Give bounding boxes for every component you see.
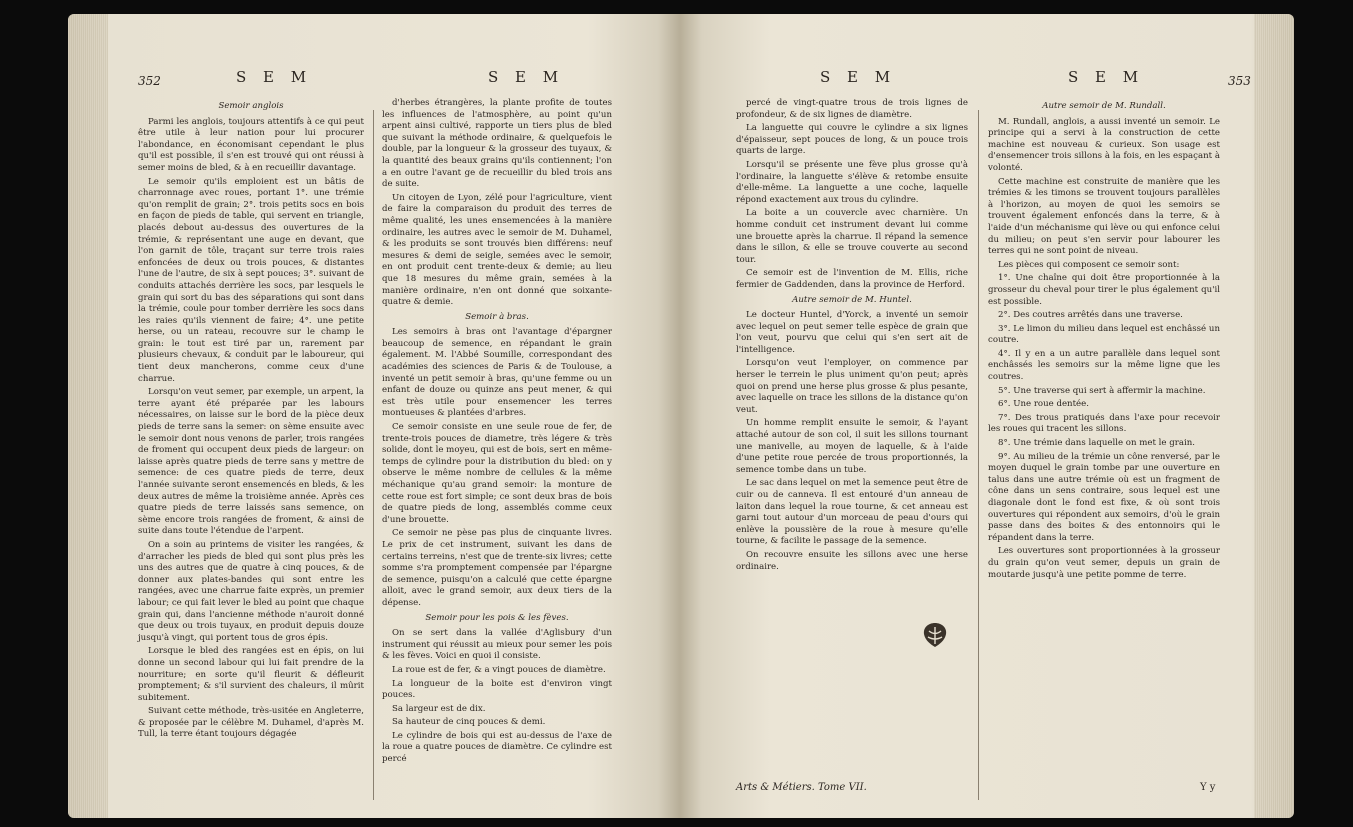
paragraph: 2°. Des coutres arrêtés dans une traverse. bbox=[998, 310, 1183, 321]
column-rule-right bbox=[978, 110, 979, 800]
paragraph: 4°. Il y en a un autre parallèle dans lequel sont enchâssés les semoirs sur la même ligne que les coutres. bbox=[988, 348, 1220, 383]
paragraph: On se sert dans la vallée d'Aglisbury d'un instrument qui réussit au mieux pour semer les pois & les fèves. Voici en quoi il consiste. bbox=[382, 628, 612, 662]
paragraph: Les ouvertures sont proportionnées à la grosseur du grain qu'on veut semer, depuis un grain de moutarde jusqu'à une petite pomme de terre. bbox=[988, 546, 1220, 580]
paragraph: 5°. Une traverse qui sert à affermir la machine. bbox=[998, 385, 1206, 396]
paragraph: 6°. Une roue dentée. bbox=[998, 399, 1089, 410]
running-header-left-1: S E M bbox=[236, 68, 313, 86]
paragraph: 9°. Au milieu de la trémie un cône renversé, par le moyen duquel le grain tombe par une ouverture en talus dans une autre trémie où est un fragment de cône dans un sens contraire, sous lequel est une diagonale dont le fond est fixe, & où sont trois ouvertures qui répondent aux semoirs, d'où le grain passe dans des boites & des entonnoirs qui le répandent dans la terre. bbox=[988, 451, 1220, 543]
column-rule-left bbox=[373, 110, 374, 800]
paragraph: La roue est de fer, & a vingt pouces de diamètre. bbox=[392, 664, 606, 675]
paragraph: Lorsqu'il se présente une fève plus grosse qu'à l'ordinaire, la languette s'élève & retombe ensuite d'elle-même. La languette a une coche, laquelle répond exactement aux trous du cylindre. bbox=[736, 159, 968, 205]
section-title: Autre semoir de M. Huntel. bbox=[792, 294, 912, 305]
paragraph: 8°. Une trémie dans laquelle on met le grain. bbox=[998, 438, 1195, 449]
paragraph: 7°. Des trous pratiqués dans l'axe pour recevoir les roues qui tracent les sillons. bbox=[988, 412, 1220, 435]
page-edge-right bbox=[1254, 14, 1294, 818]
paragraph: Le sac dans lequel on met la semence peut être de cuir ou de canneva. Il est entouré d'un anneau de laiton dans lequel la roue tourne, & cet anneau est garni tout autour d'un morceau de peau d'ours qui enlève la poussière de la roue à mesure qu'elle tourne, & facilite le passage de la semence. bbox=[736, 478, 968, 547]
paragraph: Les pièces qui composent ce semoir sont: bbox=[998, 259, 1180, 270]
paragraph: Ce semoir est de l'invention de M. Ellis, riche fermier de Gaddenden, dans la province de Herford. bbox=[736, 268, 968, 290]
running-header-right-2: S E M bbox=[1068, 68, 1145, 86]
left-page-column-2 bbox=[382, 98, 612, 768]
signature-mark: Y y bbox=[1200, 782, 1216, 793]
paragraph: Lorsque le bled des rangées est en épis, on lui donne un second labour qui lui fait prendre de la nourriture; en sorte qu'il fleurit & défleurit promptement; & s'il survient des chaleurs, il mûrit subitement. bbox=[138, 646, 364, 703]
paragraph: Lorsqu'on veut semer, par exemple, un arpent, la terre ayant été préparée par les labours nécessaires, on laisse sur le bord de la pièce deux pieds de terre sans la semer: on sème ensuite avec le semoir dont nous venons de parler, trois rangées de froment qui occupent deux pieds de largeur: on laisse après quatre pieds de terre sans y mettre de semence: de ces quatre pieds de terre, deux l'année suivante seront ensemencés en bleds, & les deux autres de même la troisième année. Après ces quatre pieds de terre laissés sans semence, on sème encore trois rangées de froment, & ainsi de suite dans toute l'étendue de l'arpent. bbox=[138, 387, 364, 537]
paragraph: Un citoyen de Lyon, zélé pour l'agriculture, vient de faire la comparaison du produit des terres de même qualité, les unes ensemencées à la manière ordinaire, les autres avec le semoir de M. Duhamel, & les produits se sont trouvés bien différens: neuf mesures & demi de seigle, semées avec le semoir, en ont produit cent trente-deux & demie; au lieu que 18 mesures du même grain, semées à la manière ordinaire, n'en ont donné que soixante-quatre & demie. bbox=[382, 192, 612, 308]
page-number-left: 352 bbox=[138, 74, 161, 88]
open-book bbox=[68, 14, 1294, 818]
paragraph: Un homme remplit ensuite le semoir, & l'ayant attaché autour de son col, il suit les sillons tournant une manivelle, au moyen de laquelle, & à l'aide d'une petite roue percée de trous proportionnés, la semence tombe dans un tube. bbox=[736, 418, 968, 475]
section-title: Autre semoir de M. Rundall. bbox=[1042, 101, 1166, 111]
right-page bbox=[680, 14, 1294, 818]
paragraph: On a soin au printems de visiter les rangées, & d'arracher les pieds de bled qui sont plus près les uns des autres que de quatre à cinq pouces, & de donner aux plates-bandes qui sont entre les rangées, avec une charrue faite exprès, un premier labour; ce qui fait lever le bled au point que chaque grain qui, dans l'ancienne méthode n'auroit donné que deux ou trois tuyaux, en produit depuis douze jusqu'à vingt, qui portent tous de gros épis. bbox=[138, 539, 364, 643]
running-header-right-1: S E M bbox=[820, 68, 897, 86]
paragraph: M. Rundall, anglois, a aussi inventé un semoir. Le principe qui a servi à la construction de cette machine est nouveau & curieux. Son usage est d'ensemencer trois sillons à la fois, en les espaçant à volonté. bbox=[988, 116, 1220, 173]
paragraph: Sa hauteur de cinq pouces & demi. bbox=[392, 717, 546, 728]
footer-title: Arts & Métiers. Tome VII. bbox=[736, 782, 867, 793]
paragraph: Cette machine est construite de manière que les trémies & les timons se trouvent toujours parallèles à l'horizon, au moyen de quoi les semoirs se trouvent également enfoncés dans la terre, & à l'aide d'un méchanisme qui lève ou qui enfonce celui du milieu; on peut s'en servir pour labourer les terres qui ne sont point de niveau. bbox=[988, 176, 1220, 257]
paragraph: La boite a un couvercle avec charnière. Un homme conduit cet instrument devant lui comme une brouette après la charrue. Il répand la semence dans le sillon, & elle se trouve couverte au second tour. bbox=[736, 208, 968, 265]
paragraph: Parmi les anglois, toujours attentifs à ce qui peut être utile à leur nation pour lui procurer l'abondance, en économisant cependant le plus qu'il est possible, il s'en est trouvé qui ont réussi à semer moins de bled, & à en recueillir davantage. bbox=[138, 116, 364, 173]
paragraph: Le semoir qu'ils emploient est un bâtis de charronnage avec roues, portant 1°. une trémie qu'on remplit de grain; 2°. trois petits socs en bois en façon de pieds de table, qui servent en triangle, placés debout au-dessus des ouvertures de la trémie, & représentant une auge en devant, que l'on garnit de tôle, traçant sur terre trois raies enfoncées de deux ou trois pouces, & distantes l'une de l'autre, de six à sept pouces; 3°. suivant de conduits attachés derrière les socs, par lesquels le grain qui sort du bas des séparations qui sont dans la trémie, coule pour tomber derrière les socs dans les raies qu'ils viennent de faire; 4°. une petite herse, ou un rateau, recouvre sur le champ le grain: le tout est tiré par un, rarement par plusieurs chevaux, & conduit par le laboureur, qui tient deux mancherons, comme ceux d'une charrue. bbox=[138, 176, 364, 384]
paragraph: 1°. Une chaîne qui doit être proportionnée à la grosseur du cheval pour tirer le plus également qu'il est possible. bbox=[988, 273, 1220, 307]
paragraph: Le docteur Huntel, d'Yorck, a inventé un semoir avec lequel on peut semer telle espèce de grain que l'on veut, pourvu que celui qui s'en sert ait de l'intelligence. bbox=[736, 310, 968, 355]
right-page-column-1 bbox=[736, 98, 968, 575]
paragraph: d'herbes étrangères, la plante profite de toutes les influences de l'atmosphère, au point qu'un arpent ainsi cultivé, rapporte un tiers plus de bled que suivant la méthode ordinaire, & quelquefois le double, par la longueur & la grosseur des tuyaux, & la quantité des beaux grains qu'ils contiennent; l'on a en outre l'avant ge de recueillir du bled trois ans de suite. bbox=[382, 98, 612, 190]
paragraph: Ce semoir consiste en une seule roue de fer, de trente-trois pouces de diametre, très légere & très solide, dont le moyeu, qui est de bois, sert en même-temps de cylindre pour la distribution du bled: on y observe le même nombre de cellules & la même méchanique qu'au grand semoir: la monture de cette roue est fort simple; ce sont deux bras de bois de quatre pieds de long, assemblés comme ceux d'une brouette. bbox=[382, 422, 612, 525]
paragraph: Le cylindre de bois qui est au-dessus de l'axe de la roue a quatre pouces de diamètre. Ce cylindre est percé bbox=[382, 730, 612, 765]
paragraph: Sa largeur est de dix. bbox=[392, 703, 486, 714]
page-number-right: 353 bbox=[1228, 74, 1251, 88]
running-header-left-2: S E M bbox=[488, 68, 565, 86]
paragraph: 3°. Le limon du milieu dans lequel est enchâssé un coutre. bbox=[988, 323, 1220, 346]
paragraph: La languette qui couvre le cylindre a six lignes d'épaisseur, sept pouces de long, & un pouce trois quarts de large. bbox=[736, 123, 968, 157]
section-title: Semoir pour les pois & les fèves. bbox=[425, 612, 569, 623]
paragraph: Ce semoir ne pèse pas plus de cinquante livres. Le prix de cet instrument, suivant les dans de certains terreins, n'est que de trente-six livres; cette somme s'ra promptement compensée par l'épargne de semence, puisqu'on a calculé que cette épargne alloit, avec le grand semoir, aux deux tiers de la dépense. bbox=[382, 528, 612, 608]
left-page bbox=[68, 14, 680, 818]
paragraph: La longueur de la boite est d'environ vingt pouces. bbox=[382, 678, 612, 701]
fleuron-ornament-icon bbox=[918, 620, 952, 650]
section-title: Semoir à bras. bbox=[465, 311, 529, 322]
section-title: Semoir anglois bbox=[218, 101, 284, 111]
paragraph: Suivant cette méthode, très-usitée en Angleterre, & proposée par le célèbre M. Duhamel, d'après M. Tull, la terre étant toujours dégagée bbox=[138, 706, 364, 740]
paragraph: Lorsqu'on veut l'employer, on commence par herser le terrein le plus uniment qu'on peut; après quoi on prend une herse plus grosse & plus pesante, avec laquelle on trace les sillons de la distance qu'on veut. bbox=[736, 358, 968, 415]
paragraph: Les semoirs à bras ont l'avantage d'épargner beaucoup de semence, en répandant le grain également. M. l'Abbé Soumille, correspondant des académies des sciences de Paris & de Toulouse, a inventé un petit semoir à bras, qu'une femme ou un enfant de douze ou quinze ans peut mener, & qui est très utile pour ensemencer les terres montueuses & plantées d'arbres. bbox=[382, 327, 612, 419]
left-page-column-1 bbox=[138, 98, 364, 743]
paragraph: percé de vingt-quatre trous de trois lignes de profondeur, & de six lignes de diamètre. bbox=[736, 98, 968, 120]
page-edge-left bbox=[68, 14, 108, 818]
paragraph: On recouvre ensuite les sillons avec une herse ordinaire. bbox=[736, 549, 968, 572]
right-page-column-2 bbox=[988, 98, 1220, 583]
